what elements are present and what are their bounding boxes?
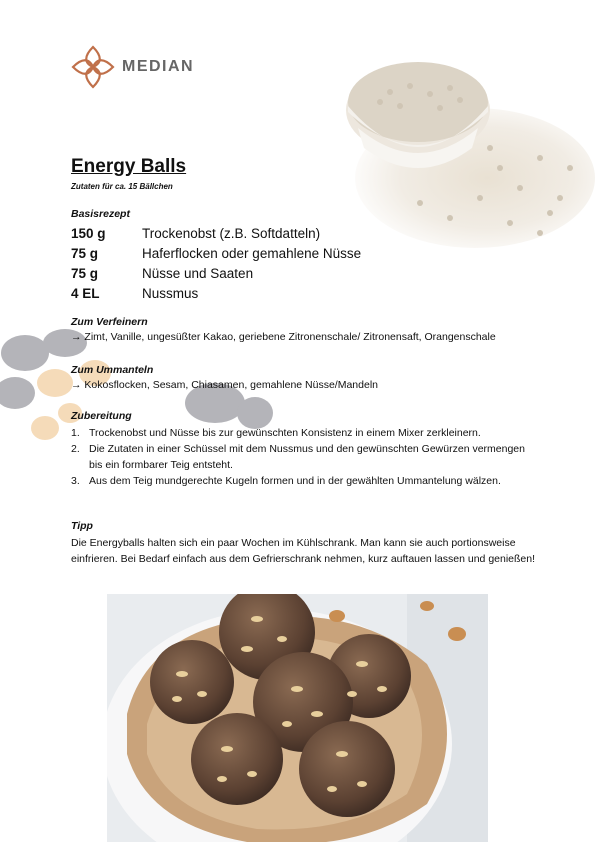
verfeinern-heading: Zum Verfeinern bbox=[71, 316, 148, 328]
ingredient-name: Haferflocken oder gemahlene Nüsse bbox=[142, 245, 362, 261]
step-item bbox=[71, 441, 541, 473]
ingredient-amount: 150 g bbox=[71, 225, 106, 241]
ingredient-row bbox=[71, 263, 361, 283]
tipp-text: Die Energyballs halten sich ein paar Wochen im Kühlschrank. Man kann sie auch portionsweise einfrieren. Bei Bedarf einfach aus dem Gefrierschrank nehmen, kurz auftauen lassen und genießen! bbox=[71, 537, 536, 565]
basis-heading: Basisrezept bbox=[71, 208, 130, 220]
steps-list bbox=[71, 425, 541, 489]
tipp-heading: Tipp bbox=[71, 520, 93, 532]
basis-list bbox=[71, 223, 361, 303]
energy-balls-photo bbox=[107, 594, 488, 842]
step-number: 1. bbox=[71, 427, 80, 439]
ummanteln-text: → Kokosflocken, Sesam, Chiasamen, gemahlene Nüsse/Mandeln bbox=[71, 379, 378, 391]
step-text: Trockenobst und Nüsse bis zur gewünschten Konsistenz in einem Mixer zerkleinern. bbox=[89, 427, 481, 439]
ummanteln-heading: Zum Ummanteln bbox=[71, 364, 154, 376]
recipe-title: Energy Balls bbox=[71, 156, 187, 177]
step-number: 2. bbox=[71, 443, 80, 455]
brand-name: MEDIAN bbox=[122, 58, 195, 75]
step-number: 3. bbox=[71, 475, 80, 487]
ingredient-name: Nussmus bbox=[142, 285, 199, 301]
ingredient-amount: 75 g bbox=[71, 245, 99, 261]
ingredient-row bbox=[71, 223, 361, 243]
median-logo bbox=[70, 44, 194, 90]
step-text: Aus dem Teig mundgerechte Kugeln formen und in der gewählten Ummantelung wälzen. bbox=[89, 475, 501, 487]
ingredient-row bbox=[71, 243, 361, 263]
ingredient-amount: 75 g bbox=[71, 265, 99, 281]
zubereitung-heading: Zubereitung bbox=[71, 410, 132, 422]
ingredient-row bbox=[71, 283, 361, 303]
ingredient-name: Nüsse und Saaten bbox=[142, 265, 254, 281]
verfeinern-text: → Zimt, Vanille, ungesüßter Kakao, geriebene Zitronenschale/ Zitronensaft, Orangenschale bbox=[71, 331, 496, 343]
ingredient-name: Trockenobst (z.B. Softdatteln) bbox=[142, 225, 321, 241]
ingredient-amount: 4 EL bbox=[71, 285, 100, 301]
step-item bbox=[71, 425, 541, 441]
recipe-subtitle: Zutaten für ca. 15 Bällchen bbox=[71, 182, 173, 191]
step-item bbox=[71, 473, 541, 489]
step-text: Die Zutaten in einer Schüssel mit dem Nussmus und den gewünschten Gewürzen vermengen bis ein formbarer Teig entsteht. bbox=[89, 443, 525, 471]
median-logo-icon bbox=[70, 44, 116, 90]
